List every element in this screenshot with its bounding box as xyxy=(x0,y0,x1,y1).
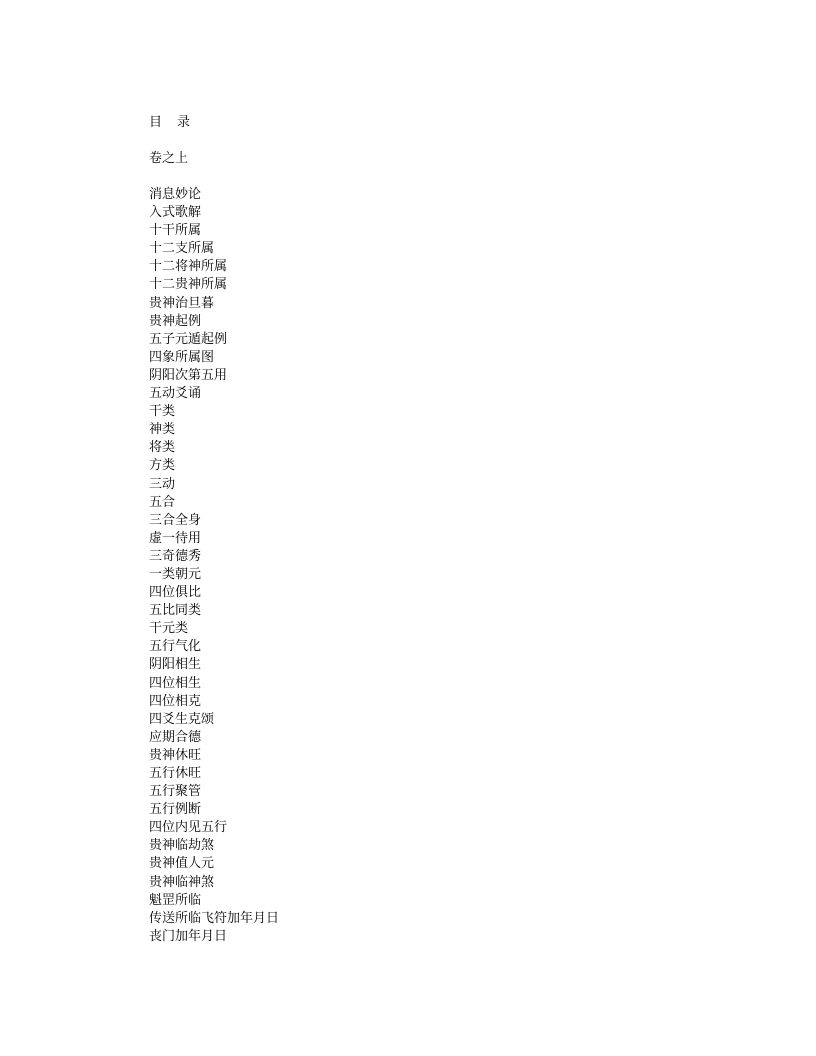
volume-heading: 卷之上 xyxy=(149,151,189,166)
toc-entry: 虚一待用 xyxy=(149,530,202,546)
toc-entry: 五行气化 xyxy=(149,639,202,655)
toc-entry: 五合 xyxy=(149,494,176,510)
page-title: 目 录 xyxy=(149,115,192,130)
toc-entry: 消息妙论 xyxy=(149,187,202,202)
toc-entry: 阴阳相生 xyxy=(149,657,202,673)
toc-entry: 五行例断 xyxy=(149,802,202,818)
toc-entry: 四爻生克颂 xyxy=(149,711,215,727)
toc-entry: 四位相克 xyxy=(149,693,202,709)
toc-entry: 传送所临飞符加年月日 xyxy=(149,910,280,926)
toc-entry: 三合全身 xyxy=(149,512,202,528)
toc-entry: 贵神休旺 xyxy=(149,747,202,763)
toc-entry: 贵神临神煞 xyxy=(149,874,215,890)
toc-entry: 五子元遁起例 xyxy=(149,331,228,347)
toc-entry: 神类 xyxy=(149,422,176,438)
toc-entry: 五行聚管 xyxy=(149,784,202,800)
toc-entry: 干元类 xyxy=(149,621,189,637)
toc-entry: 丧门加年月日 xyxy=(149,928,228,944)
toc-entry: 应期合德 xyxy=(149,729,202,745)
toc-entry: 五比同类 xyxy=(149,603,202,619)
toc-entry: 四象所属图 xyxy=(149,349,215,365)
toc-entry: 三动 xyxy=(149,476,176,492)
toc-entry: 四位内见五行 xyxy=(149,820,228,836)
toc-entry: 十二贵神所属 xyxy=(149,277,228,293)
toc-entry: 五动爻诵 xyxy=(149,386,202,402)
toc-list xyxy=(149,186,749,946)
toc-entry: 贵神临劫煞 xyxy=(149,838,215,854)
toc-entry: 将类 xyxy=(149,440,176,456)
toc-entry: 贵神起例 xyxy=(149,313,202,329)
table-of-contents-page xyxy=(149,114,749,946)
toc-entry: 十二将神所属 xyxy=(149,259,228,275)
toc-entry: 方类 xyxy=(149,458,176,474)
toc-entry: 十二支所属 xyxy=(149,241,215,257)
toc-entry: 魁罡所临 xyxy=(149,892,202,908)
toc-entry: 四位俱比 xyxy=(149,585,202,601)
toc-entry: 干类 xyxy=(149,404,176,420)
toc-entry: 入式歌解 xyxy=(149,205,202,221)
toc-entry: 五行休旺 xyxy=(149,766,202,781)
toc-entry: 贵神治旦暮 xyxy=(149,295,215,311)
toc-entry: 阴阳次第五用 xyxy=(149,367,228,383)
toc-entry: 一类朝元 xyxy=(149,566,202,582)
toc-entry: 四位相生 xyxy=(149,675,202,691)
toc-entry: 十干所属 xyxy=(149,223,202,239)
toc-entry: 三奇德秀 xyxy=(149,548,202,564)
toc-entry: 贵神值人元 xyxy=(149,856,215,872)
